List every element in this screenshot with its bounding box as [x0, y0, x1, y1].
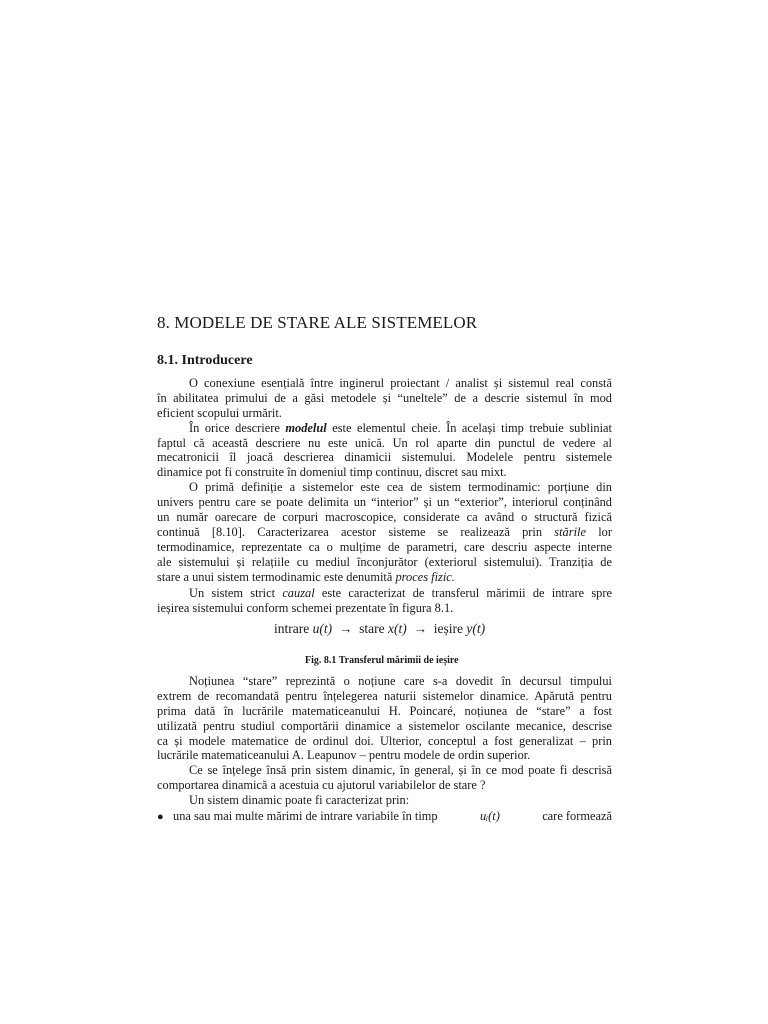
text-line: O primă definiție a sistemelor este cea de sistem termodinamic: porțiune din — [189, 480, 612, 495]
text-line: extrem de recomandată pentru înțelegerea naturii sistemelor dinamice. Apărută pentru — [157, 688, 612, 703]
text-line: ieșirea sistemului conform schemei prezentate în figura 8.1. — [157, 600, 454, 615]
chapter-title: 8. MODELE DE STARE ALE SISTEMELOR — [157, 313, 478, 332]
text-line: Noțiunea “stare” reprezintă o noțiune care s-a dovedit în decursul timpului — [189, 674, 612, 688]
section-title: 8.1. Introducere — [157, 353, 253, 368]
text-line: în abilitatea primului de a găsi metodele și “uneltele” de a descrie sistemul în mod — [157, 390, 612, 405]
formula-input-label: intrare — [274, 621, 310, 636]
formula-state-var: x(t) — [387, 621, 407, 636]
formula-arrow-1: → — [338, 621, 353, 636]
formula-output-label: ieșire — [433, 621, 463, 636]
text-line: eficient scopului urmărit. — [157, 405, 282, 420]
bullet-icon: ● — [157, 811, 164, 823]
text-line: lucrările matematiceanului A. Leapunov – pentru modele de ordin superior. — [157, 748, 531, 763]
text-line: În orice descriere modelul este elementul cheie. În același timp trebuie subliniat — [189, 420, 612, 435]
bullet-text-before: una sau mai multe mărimi de intrare variabile în timp — [173, 809, 438, 823]
figure-caption: Fig. 8.1 Transferul mărimii de ieșire — [305, 655, 459, 666]
bullet-item — [157, 809, 612, 824]
bullet-text — [173, 809, 612, 824]
formula-input-var: u(t) — [312, 621, 333, 636]
text-line: stare a unui sistem termodinamic este denumită proces fizic. — [157, 569, 455, 584]
text-line: prima dată în lucrările matematiceanului H. Poincaré, noțiunea de “stare” a fost — [157, 703, 612, 718]
text-line: faptul că această descriere nu este unică. Un rol aparte din punctul de vedere al — [157, 435, 612, 450]
text-line: termodinamice, reprezentate ca o mulțime de parametri, care descriu aspecte interne — [157, 539, 612, 554]
text-line: un număr oarecare de corpuri macroscopice, considerate ca având o structură fizică — [157, 510, 612, 525]
text-line: O conexiune esențială între inginerul proiectant / analist și sistemul real constă — [189, 376, 612, 390]
bullet-math: uᵢ(t) — [479, 809, 500, 823]
state-notion-paragraphs — [157, 674, 612, 808]
formula-state-label: stare — [359, 621, 385, 636]
text-line: Ce se înțelege însă prin sistem dinamic, în general, și în ce mod poate fi descrisă — [189, 763, 612, 778]
text-line: continuă [8.10]. Caracterizarea acestor sisteme se realizează prin stările lor — [157, 524, 612, 539]
bullet-text-after: care formează — [542, 809, 612, 823]
causal-system-paragraph — [157, 586, 612, 616]
text-line: ca și modele matematice de ordinul doi. Ulterior, conceptul a fost generalizat – prin — [157, 733, 612, 748]
text-line: comportarea dinamică a acestuia cu ajutorul variabilelor de stare ? — [157, 778, 486, 793]
formula-output-var: y(t) — [466, 621, 486, 636]
intro-paragraphs — [157, 376, 612, 584]
text-line: univers pentru care se poate delimita un “interior” și un “exterior”, interiorul conținând — [157, 495, 612, 510]
text-line: utilizată pentru studiul comportării dinamice a sistemelor oscilante mecanice, descrise — [157, 718, 612, 733]
text-line: Un sistem strict cauzal este caracterizat de transferul mărimii de intrare spre — [189, 586, 612, 600]
text-line: dinamice pot fi construite în domeniul timp continuu, discret sau mixt. — [157, 465, 507, 480]
text-line: ale sistemului și relațiile cu mediul înconjurător (exteriorul sistemului). Tranziția de — [157, 554, 612, 569]
text-line: Un sistem dinamic poate fi caracterizat prin: — [189, 793, 410, 808]
text-line: mecatronicii îl joacă descrierea dinamicii sistemului. Modelele pentru sistemele — [157, 450, 612, 465]
formula-arrow-2: → — [413, 621, 427, 636]
state-transfer-formula — [274, 621, 485, 637]
